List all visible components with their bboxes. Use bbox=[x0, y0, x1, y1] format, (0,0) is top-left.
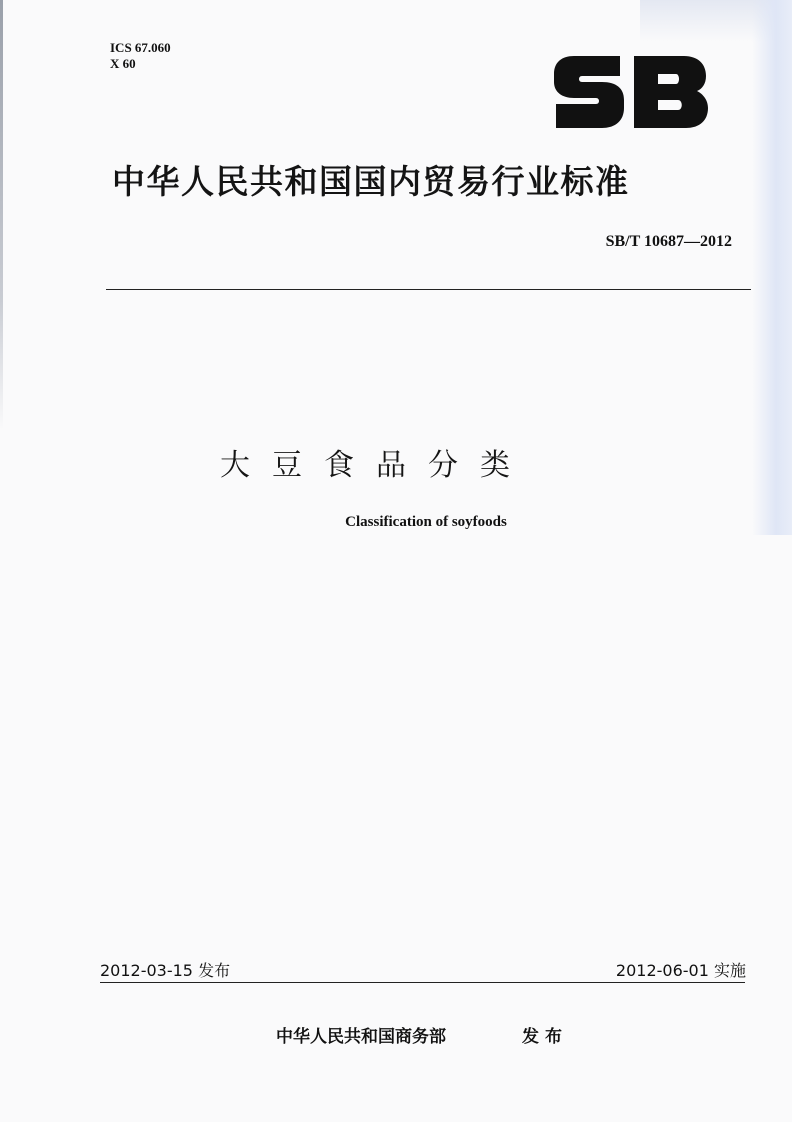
category-code: X 60 bbox=[110, 56, 136, 71]
issuing-action: 发布 bbox=[522, 1027, 568, 1047]
scan-edge-right bbox=[752, 0, 792, 535]
classification-codes bbox=[110, 40, 171, 72]
footer-divider bbox=[100, 982, 745, 983]
issue-date: 2012-03-15 发布 bbox=[100, 961, 231, 980]
standard-number: SB/T 10687—2012 bbox=[605, 233, 732, 250]
header-divider bbox=[106, 289, 751, 290]
document-title-chinese: 大豆食品分类 bbox=[220, 448, 532, 483]
scan-edge-left bbox=[0, 0, 3, 430]
standard-organization: 中华人民共和国国内贸易行业标准 bbox=[112, 162, 630, 201]
issuing-authority: 中华人民共和国商务部 bbox=[276, 1027, 446, 1047]
implementation-date: 2012-06-01 实施 bbox=[615, 961, 746, 980]
sb-logo bbox=[552, 52, 712, 132]
sb-logo-mark bbox=[552, 52, 712, 132]
ics-code: ICS 67.060 bbox=[110, 40, 171, 55]
document-title-english: Classification of soyfoods bbox=[345, 514, 507, 530]
